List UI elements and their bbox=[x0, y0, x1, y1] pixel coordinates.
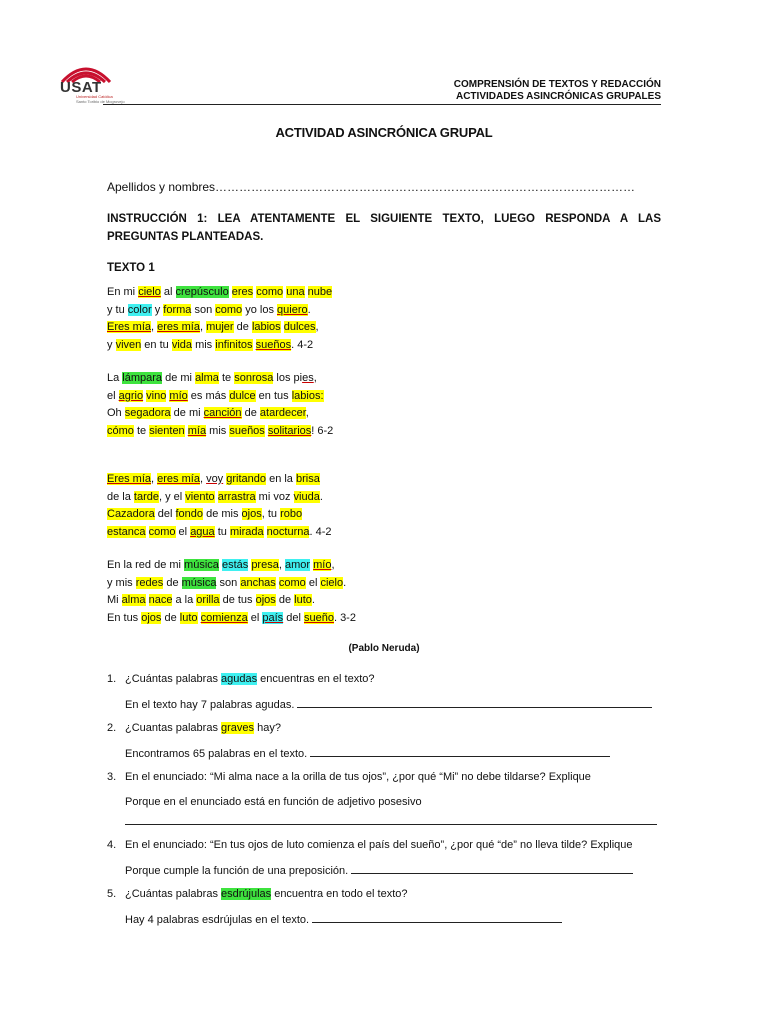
logo-subtitle-2: Santo Toribio de Mogrovejo bbox=[76, 99, 125, 104]
poem-author: (Pablo Neruda) bbox=[348, 643, 420, 654]
text-segment: el bbox=[175, 525, 191, 538]
highlighted-word: estás bbox=[221, 559, 249, 571]
text-segment: del bbox=[283, 611, 304, 624]
text-segment: hay? bbox=[254, 722, 281, 734]
highlighted-word: Cazadora bbox=[107, 508, 155, 520]
text-segment: . 4-2 bbox=[291, 338, 314, 351]
highlighted-word: música bbox=[181, 576, 217, 589]
highlighted-word: quiero bbox=[277, 303, 308, 316]
highlighted-word: robo bbox=[280, 508, 303, 520]
highlighted-word: solitarios bbox=[267, 424, 312, 437]
question-number: 5. bbox=[107, 888, 117, 900]
answer-2 bbox=[125, 747, 610, 760]
text-segment: de bbox=[275, 594, 295, 606]
question-4 bbox=[107, 839, 633, 851]
highlighted-word: mujer bbox=[206, 321, 234, 333]
highlighted-word: ojos bbox=[241, 508, 262, 520]
instruction: INSTRUCCIÓN 1: LEA ATENTAMENTE EL SIGUIENTE TEXTO, LUEGO RESPONDA A LAS PREGUNTAS PLANTEADAS. bbox=[107, 213, 661, 243]
highlighted-word: orilla bbox=[196, 594, 220, 606]
highlighted-word: nace bbox=[148, 594, 173, 606]
highlighted-word: estanca bbox=[107, 525, 146, 538]
highlighted-word: labios: bbox=[291, 389, 324, 402]
highlighted-word: arrastra bbox=[217, 490, 256, 503]
highlighted-word: presa bbox=[251, 559, 279, 571]
answer-3-line bbox=[125, 815, 657, 828]
highlighted-word: fondo bbox=[175, 508, 204, 520]
poem-line bbox=[107, 423, 333, 441]
highlighted-word: graves bbox=[221, 722, 255, 734]
text-segment: , bbox=[199, 473, 207, 485]
text-segment: , y el bbox=[159, 490, 186, 503]
poem-line bbox=[107, 405, 333, 423]
highlighted-word: sueño bbox=[303, 611, 334, 624]
text-segment: de bbox=[161, 611, 180, 624]
text-segment: . bbox=[343, 576, 347, 589]
highlighted-word: música bbox=[184, 559, 219, 571]
poem-line bbox=[107, 471, 331, 489]
text-segment: , bbox=[313, 372, 317, 384]
poem-line bbox=[107, 592, 356, 610]
highlighted-word: crepúsculo bbox=[175, 286, 229, 298]
page-title: ACTIVIDAD ASINCRÓNICA GRUPAL bbox=[275, 125, 493, 140]
highlighted-word: agudas bbox=[221, 673, 258, 685]
text-segment: , tu bbox=[261, 508, 281, 520]
header-divider bbox=[103, 104, 661, 105]
highlighted-word: es bbox=[302, 372, 314, 384]
answer-line bbox=[125, 815, 657, 825]
highlighted-word: atardecer bbox=[259, 407, 306, 419]
text-segment: encuentras en el texto? bbox=[257, 673, 375, 685]
text-segment: al bbox=[160, 286, 176, 298]
highlighted-word: comienza bbox=[200, 611, 248, 624]
text-segment: te bbox=[218, 372, 235, 384]
highlighted-word: viuda bbox=[293, 490, 320, 503]
answer-text: Porque en el enunciado está en función de adjetivo posesivo bbox=[125, 796, 422, 808]
text-segment: y mis bbox=[107, 576, 136, 589]
question-3 bbox=[107, 771, 591, 783]
question-number: 4. bbox=[107, 839, 117, 851]
text-segment: te bbox=[133, 424, 150, 437]
text-segment: ¿Cuántas palabras bbox=[125, 888, 221, 900]
poem-line bbox=[107, 524, 331, 542]
name-field-label: Apellidos y nombres…………………………………………………………………………………………… bbox=[107, 180, 636, 194]
poem-line bbox=[107, 506, 331, 524]
text-segment: mi voz bbox=[255, 490, 294, 503]
text-segment: , bbox=[151, 473, 158, 485]
text-segment: Oh bbox=[107, 407, 125, 419]
text-segment: tu bbox=[214, 525, 230, 538]
text-segment: en la bbox=[266, 473, 296, 485]
highlighted-word: como bbox=[256, 286, 284, 298]
question-number: 1. bbox=[107, 673, 117, 685]
poem-line bbox=[107, 489, 331, 507]
highlighted-word: luto bbox=[294, 594, 312, 606]
answer-line bbox=[351, 864, 633, 874]
question-number: 2. bbox=[107, 722, 117, 734]
highlighted-word: alma bbox=[195, 372, 219, 384]
text-segment: y bbox=[107, 338, 116, 351]
highlighted-word: como bbox=[148, 525, 176, 538]
text-segment: del bbox=[154, 508, 176, 520]
highlighted-word: nube bbox=[307, 286, 333, 298]
logo-text: USAT bbox=[60, 79, 102, 96]
text-segment: , bbox=[305, 407, 309, 419]
answer-text: En el texto hay 7 palabras agudas. bbox=[125, 699, 295, 711]
highlighted-word: segadora bbox=[124, 407, 171, 419]
text-segment: es más bbox=[187, 389, 230, 402]
text-segment: de mis bbox=[203, 508, 242, 520]
highlighted-word: gritando bbox=[226, 473, 267, 485]
highlighted-word: luto bbox=[179, 611, 198, 624]
text-segment: de tus bbox=[219, 594, 256, 606]
question-5 bbox=[107, 888, 408, 900]
text-segment: y tu bbox=[107, 303, 128, 316]
poem-line bbox=[107, 610, 356, 628]
text-segment: en tu bbox=[141, 338, 172, 351]
highlighted-word: ojos bbox=[255, 594, 276, 606]
text-segment: La bbox=[107, 372, 123, 384]
text-segment: . 4-2 bbox=[309, 525, 332, 538]
highlighted-word: amor bbox=[284, 559, 311, 571]
question-1 bbox=[107, 673, 375, 685]
highlighted-word: viento bbox=[185, 490, 215, 503]
highlighted-word: labios bbox=[251, 321, 281, 333]
highlighted-word: sienten bbox=[149, 424, 185, 437]
highlighted-word: una bbox=[286, 286, 305, 298]
highlighted-word: mía bbox=[187, 424, 207, 437]
text-segment: de bbox=[241, 407, 260, 419]
text-segment: , bbox=[151, 321, 158, 333]
highlighted-word: ojos bbox=[141, 611, 162, 624]
header-info bbox=[454, 79, 661, 103]
text-segment: . bbox=[307, 303, 311, 316]
text-segment: de mi bbox=[162, 372, 196, 384]
text-segment: , bbox=[278, 559, 285, 571]
highlighted-word: como bbox=[215, 303, 243, 316]
poem-stanza-2 bbox=[107, 370, 333, 440]
text-segment: ¿Cuantas palabras bbox=[125, 722, 221, 734]
text-segment: ¿Cuántas palabras bbox=[125, 673, 221, 685]
highlighted-word: forma bbox=[163, 303, 192, 316]
highlighted-word: infinitos bbox=[215, 338, 253, 351]
poem-line bbox=[107, 337, 332, 355]
answer-4 bbox=[125, 864, 633, 877]
highlighted-word: cómo bbox=[107, 424, 134, 437]
text-segment: y bbox=[151, 303, 164, 316]
text-segment: yo los bbox=[242, 303, 278, 316]
poem-line bbox=[107, 319, 332, 337]
highlighted-word: dulce bbox=[229, 389, 256, 402]
answer-line bbox=[297, 698, 652, 708]
text-segment: . bbox=[311, 594, 315, 606]
highlighted-word: sueños bbox=[229, 424, 265, 437]
highlighted-word: brisa bbox=[295, 473, 320, 485]
poem-line bbox=[107, 388, 333, 406]
highlighted-word: mío bbox=[313, 559, 332, 571]
answer-line bbox=[312, 913, 562, 923]
text-segment: , bbox=[199, 321, 207, 333]
text-segment: En el enunciado: “Mi alma nace a la orilla de tus ojos”, ¿por qué “Mi” no debe tildarse? Explique bbox=[125, 771, 591, 783]
text-segment: el bbox=[107, 389, 119, 402]
activity-type: ACTIVIDADES ASINCRÓNICAS GRUPALES bbox=[455, 91, 661, 102]
poem-line bbox=[107, 575, 356, 593]
highlighted-word: agua bbox=[190, 525, 215, 538]
highlighted-word: sonrosa bbox=[234, 372, 274, 384]
poem-stanza-3 bbox=[107, 471, 331, 541]
highlighted-word: eres mía bbox=[157, 473, 200, 485]
poem-line bbox=[107, 370, 333, 388]
highlighted-word: cielo bbox=[320, 576, 344, 589]
highlighted-word: lámpara bbox=[122, 372, 163, 384]
poem-line bbox=[107, 557, 356, 575]
highlighted-word: país bbox=[262, 611, 284, 624]
highlighted-word: Eres mía bbox=[107, 321, 152, 333]
text-segment: el bbox=[247, 611, 263, 624]
text-segment: son bbox=[216, 576, 241, 589]
poem-line bbox=[107, 284, 332, 302]
text-segment: de bbox=[163, 576, 182, 589]
highlighted-word: mirada bbox=[229, 525, 264, 538]
poem-stanza-4 bbox=[107, 557, 356, 627]
highlighted-word: nocturna bbox=[266, 525, 310, 538]
highlighted-word: alma bbox=[121, 594, 146, 606]
highlighted-word: eres bbox=[231, 286, 254, 298]
answer-3 bbox=[125, 796, 422, 808]
text-segment: en tus bbox=[255, 389, 292, 402]
text-segment: son bbox=[191, 303, 216, 316]
text-segment: ! 6-2 bbox=[311, 424, 334, 437]
highlighted-word: agrio bbox=[118, 389, 144, 402]
highlighted-word: viven bbox=[115, 338, 142, 351]
text-segment: los pi bbox=[273, 372, 303, 384]
course-name: COMPRENSIÓN DE TEXTOS Y REDACCIÓN bbox=[453, 79, 661, 90]
logo-subtitle: Universidad Católica bbox=[76, 94, 113, 99]
answer-1 bbox=[125, 698, 652, 711]
highlighted-word: voy bbox=[206, 473, 224, 485]
text-segment: , bbox=[315, 321, 319, 333]
poem-stanza-1 bbox=[107, 284, 332, 354]
text-segment: En mi bbox=[107, 286, 139, 298]
text-segment: En el enunciado: “En tus ojos de luto comienza el país del sueño”, ¿por qué “de” no lleva tilde? Explique bbox=[125, 839, 633, 851]
answer-text: Encontramos 65 palabras en el texto. bbox=[125, 748, 308, 760]
text-segment: de bbox=[233, 321, 252, 333]
text-segment: mis bbox=[192, 338, 216, 351]
highlighted-word: esdrújulas bbox=[221, 888, 272, 900]
text-segment: mis bbox=[206, 424, 230, 437]
text-segment: encuentra en todo el texto? bbox=[271, 888, 408, 900]
answer-text: Porque cumple la función de una preposición. bbox=[125, 865, 349, 877]
text-segment: En tus bbox=[107, 611, 142, 624]
text-label: TEXTO 1 bbox=[107, 262, 155, 274]
text-segment: de mi bbox=[170, 407, 204, 419]
highlighted-word: vida bbox=[171, 338, 193, 351]
highlighted-word: mío bbox=[169, 389, 188, 402]
highlighted-word: dulces bbox=[283, 321, 316, 333]
text-segment: el bbox=[305, 576, 321, 589]
poem-line bbox=[107, 302, 332, 320]
highlighted-word: como bbox=[278, 576, 306, 589]
text-segment: . 3-2 bbox=[333, 611, 356, 624]
answer-line bbox=[310, 747, 610, 757]
answer-5 bbox=[125, 913, 562, 926]
text-segment: Mi bbox=[107, 594, 122, 606]
question-number: 3. bbox=[107, 771, 117, 783]
text-segment: de la bbox=[107, 490, 134, 503]
text-segment: En la red de mi bbox=[107, 559, 185, 571]
highlighted-word: sueños bbox=[255, 338, 292, 351]
highlighted-word: color bbox=[127, 303, 152, 316]
text-segment: , bbox=[331, 559, 335, 571]
highlighted-word: redes bbox=[135, 576, 164, 589]
text-segment: a la bbox=[172, 594, 197, 606]
question-2 bbox=[107, 722, 281, 734]
answer-text: Hay 4 palabras esdrújulas en el texto. bbox=[125, 914, 310, 926]
highlighted-word: tarde bbox=[133, 490, 159, 503]
highlighted-word: vino bbox=[146, 389, 167, 402]
highlighted-word: cielo bbox=[138, 286, 161, 298]
highlighted-word: anchas bbox=[240, 576, 276, 589]
text-segment: . bbox=[319, 490, 323, 503]
highlighted-word: Eres mía bbox=[107, 473, 152, 485]
highlighted-word: canción bbox=[203, 407, 242, 419]
highlighted-word: eres mía bbox=[157, 321, 200, 333]
